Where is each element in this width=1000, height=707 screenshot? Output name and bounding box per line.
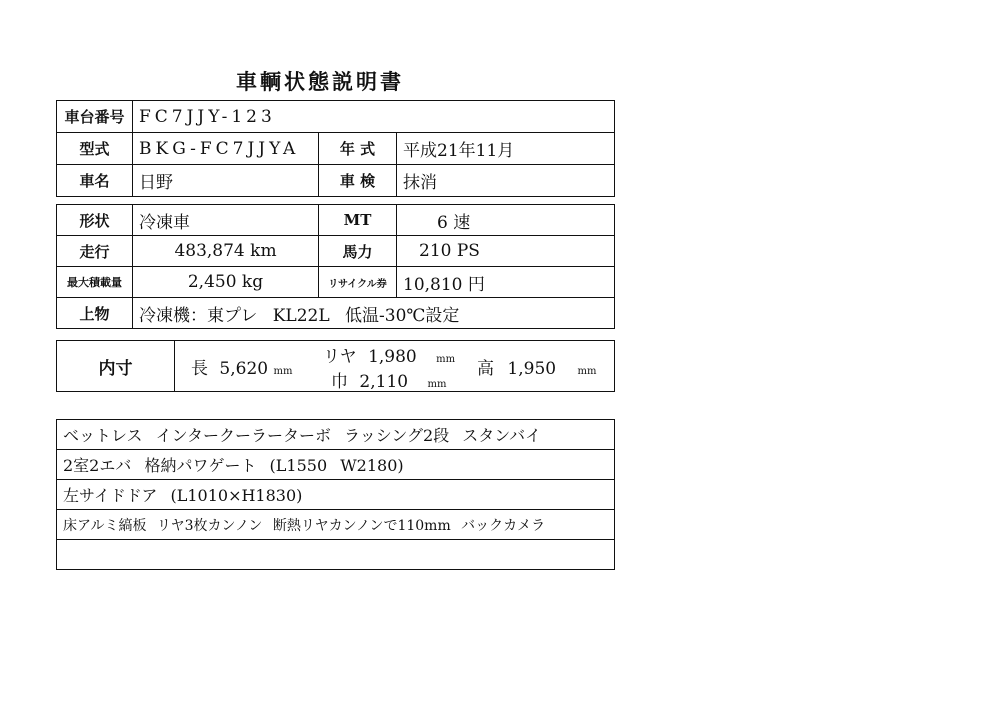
height-label: 高 [477, 359, 494, 379]
width-label: 巾 [331, 372, 348, 392]
rear-width-unit: mm [436, 354, 456, 365]
recycle-fee-value: 10,810 円 [397, 267, 615, 298]
length-value: 5,620 [219, 359, 269, 379]
note-line: 床アルミ縞板 リヤ3枚カンノン 断熱リヤカンノンで110mm バックカメラ [57, 510, 615, 540]
year-value: 平成21年11月 [397, 133, 615, 165]
body-equipment-value: 冷凍機：東プレ KL22L 低温-30℃設定 [133, 298, 615, 329]
mileage-label: 走行 [57, 236, 133, 267]
note-line-empty [57, 540, 615, 570]
table-row [57, 480, 615, 510]
table-row [57, 341, 615, 392]
vehicle-name-label: 車名 [57, 165, 133, 197]
inspection-label: 車 検 [319, 165, 397, 197]
table-row [57, 267, 615, 298]
length-unit: mm [273, 366, 293, 377]
table-row [57, 298, 615, 329]
note-line: 2室2エバ 格納パワゲート (L1550 W2180) [57, 450, 615, 480]
rear-width-label: リヤ [323, 347, 357, 367]
note-line: ベットレス インタークーラーターボ ラッシング2段 スタンバイ [57, 420, 615, 450]
width-value: 2,110 [359, 372, 409, 392]
note-line: 左サイドドア (L1010×H1830) [57, 480, 615, 510]
mileage-value: 483,874 km [133, 236, 319, 267]
inner-dimension-values [175, 341, 615, 392]
vehicle-id-table [56, 100, 615, 197]
length-label: 長 [191, 359, 208, 379]
year-label: 年 式 [319, 133, 397, 165]
recycle-fee-label: リサイクル券 [319, 267, 397, 298]
chassis-number-value: FC7JJY-123 [133, 101, 615, 133]
inner-dimension-table [56, 340, 615, 392]
notes-table [56, 419, 615, 570]
model-value: BKG-FC7JJYA [133, 133, 319, 165]
table-row [57, 450, 615, 480]
max-load-label: 最大積載量 [57, 267, 133, 298]
vehicle-name-value: 日野 [133, 165, 319, 197]
table-row [57, 165, 615, 197]
table-row [57, 236, 615, 267]
width-unit: mm [427, 379, 447, 390]
model-label: 型式 [57, 133, 133, 165]
table-row [57, 133, 615, 165]
table-row [57, 540, 615, 570]
rear-width-value: 1,980 [368, 347, 417, 367]
table-row [57, 510, 615, 540]
transmission-value: 6 速 [397, 205, 615, 236]
shape-value: 冷凍車 [133, 205, 319, 236]
inspection-value: 抹消 [397, 165, 615, 197]
document-title: 車輌状態説明書 [236, 69, 404, 94]
body-equipment-label: 上物 [57, 298, 133, 329]
horsepower-value: 210 PS [397, 236, 615, 267]
table-row [57, 420, 615, 450]
height-value: 1,950 [507, 359, 557, 379]
inner-dimension-label: 内寸 [57, 341, 175, 392]
table-row [57, 101, 615, 133]
table-row [57, 205, 615, 236]
spec-table [56, 204, 615, 329]
max-load-value: 2,450 kg [133, 267, 319, 298]
chassis-number-label: 車台番号 [57, 101, 133, 133]
shape-label: 形状 [57, 205, 133, 236]
horsepower-label: 馬力 [319, 236, 397, 267]
transmission-label: MT [319, 205, 397, 236]
height-unit: mm [577, 366, 597, 377]
